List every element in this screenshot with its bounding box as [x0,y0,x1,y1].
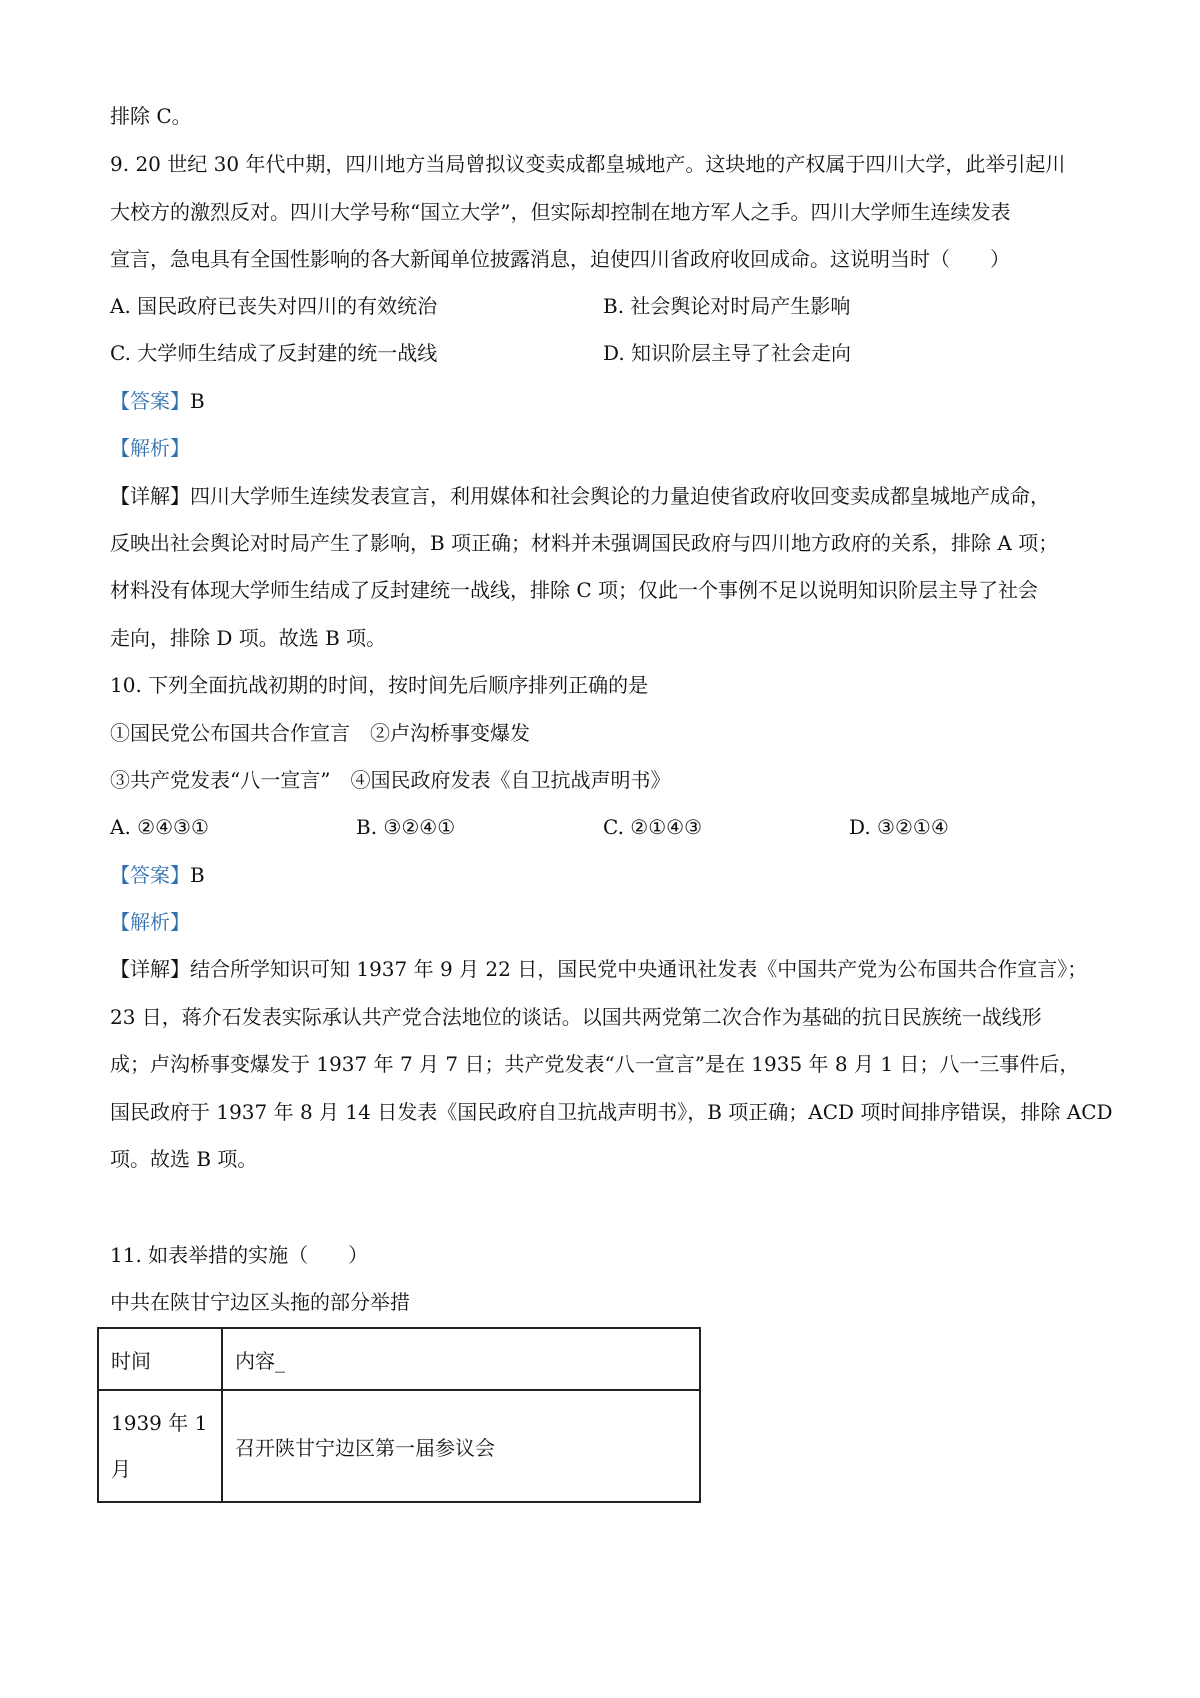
header-content: 内容_ [222,1328,700,1390]
q10-detail-line-2: 23 日，蒋介石发表实际承认共产党合法地位的谈话。以国共两党第二次合作为基础的抗日民族统一战线形 [110,1005,1042,1029]
q10-answer-label: 【答案】 [110,863,190,887]
q9-option-b: B. 社会舆论对时局产生影响 [603,294,851,318]
header-time: 时间 [98,1328,222,1390]
q9-detail-line-4: 走向，排除 D 项。故选 B 项。 [110,626,387,650]
q9-stem-line-2: 大校方的激烈反对。四川大学号称“国立大学”，但实际却控制在地方军人之手。四川大学师生连续发表 [110,200,1011,224]
q10-detail-line-1: 【详解】结合所学知识可知 1937 年 9 月 22 日，国民党中央通讯社发表《中国共产党为公布国共合作宣言》； [110,957,1088,981]
q10-option-c: C. ②①④③ [603,815,703,839]
q10-option-a: A. ②④③① [110,815,209,839]
q9-stem-line-3: 宣言，急电具有全国性影响的各大新闻单位披露消息，迫使四川省政府收回成命。这说明当时（ ） [110,247,1010,271]
q10-detail-line-5: 项。故选 B 项。 [110,1147,258,1171]
q10-items-line-2: ③共产党发表“八一宣言” ④国民政府发表《自卫抗战声明书》 [110,768,671,792]
q9-stem-line-1: 9. 20 世纪 30 年代中期，四川地方当局曾拟议变卖成都皇城地产。这块地的产权属于四川大学，此举引起川 [110,152,1066,176]
measures-table [97,1327,701,1503]
q10-stem: 10. 下列全面抗战初期的时间，按时间先后顺序排列正确的是 [110,673,649,697]
q9-option-d: D. 知识阶层主导了社会走向 [603,341,852,365]
q9-answer-value: B [190,389,205,413]
q9-option-c: C. 大学师生结成了反封建的统一战线 [110,341,438,365]
prev-answer-tail: 排除 C。 [110,104,192,128]
q9-answer [110,389,205,413]
row-time-line-2: 月 [111,1457,131,1481]
row-time-line-1: 1939 年 1 [111,1411,208,1435]
row-time-cell [98,1390,222,1502]
q9-detail-line-2: 反映出社会舆论对时局产生了影响，B 项正确；材料并未强调国民政府与四川地方政府的关系，排除 A 项； [110,531,1059,555]
q10-answer [110,863,205,887]
q10-answer-value: B [190,863,205,887]
row-content-cell: 召开陕甘宁边区第一届参议会 [222,1390,700,1502]
q10-analysis-label: 【解析】 [110,910,190,934]
q9-detail-line-3: 材料没有体现大学师生结成了反封建统一战线，排除 C 项；仅此一个事例不足以说明知识阶层主导了社会 [110,578,1039,602]
q10-option-b: B. ③②④① [356,815,456,839]
table-header-row [98,1328,700,1390]
q9-option-a: A. 国民政府已丧失对四川的有效统治 [110,294,438,318]
q9-answer-label: 【答案】 [110,389,190,413]
table-row [98,1390,700,1502]
q10-detail-line-4: 国民政府于 1937 年 8 月 14 日发表《国民政府自卫抗战声明书》，B 项正确；ACD 项时间排序错误，排除 ACD [110,1100,1113,1124]
q10-detail-line-3: 成；卢沟桥事变爆发于 1937 年 7 月 7 日；共产党发表“八一宣言”是在 1935 年 8 月 1 日；八一三事件后， [110,1052,1080,1076]
q10-option-d: D. ③②①④ [849,815,949,839]
q9-detail-line-1: 【详解】四川大学师生连续发表宣言，利用媒体和社会舆论的力量迫使省政府收回变卖成都皇城地产成命， [110,484,1050,508]
q9-analysis-label: 【解析】 [110,436,190,460]
q10-items-line-1: ①国民党公布国共合作宣言 ②卢沟桥事变爆发 [110,721,530,745]
q11-table-caption: 中共在陕甘宁边区头拖的部分举措 [110,1290,410,1314]
q11-stem: 11. 如表举措的实施（ ） [110,1243,369,1267]
